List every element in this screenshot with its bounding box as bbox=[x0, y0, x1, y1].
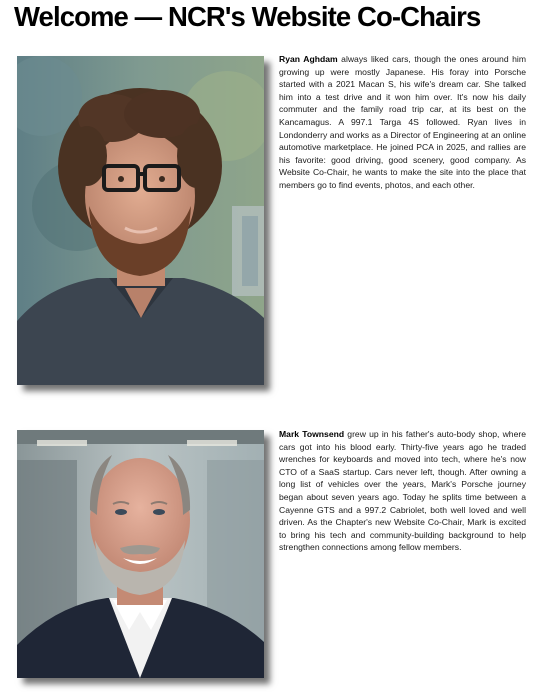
bio-name-mark: Mark Townsend bbox=[279, 429, 345, 439]
bio-body-ryan: always liked cars, though the ones around him growing up were mostly Japanese. His foray into Porsche started with a 2021 Macan S, his wife's dream car. She talked him into a test drive and it won him over. It's now his daily commuter and the family road trip car, at its best on the Kancamagus. A 997.1 Targa 4S followed. Ryan lives in Londonderry and works as a Director of Engineering at an online automotive marketplace. He joined PCA in 2025, and rallies are his favorite: good driving, good scenery, good company. As Website Co-Chair, he wants to make the site into the place that members go to find events, photos, and each other. bbox=[279, 54, 526, 190]
portrait-photo-ryan bbox=[17, 56, 264, 385]
bio-text-mark bbox=[279, 428, 526, 554]
bio-name-ryan: Ryan Aghdam bbox=[279, 54, 338, 64]
bio-text-ryan bbox=[279, 53, 526, 192]
page-title: Welcome — NCR's Website Co-Chairs bbox=[14, 1, 481, 32]
bio-body-mark: grew up in his father's auto-body shop, where cars got into his blood early. Thirty-five years ago he traded wrenches for keyboards and moved into tech, where he's now CTO of a SaaS startup. Cars never left, though. After owning a long list of vehicles over the years, Mark's Porsche journey began about seven years ago. Today he splits time between a Cayenne GTS and a 997.2 Cabriolet, both well loved and well driven. As the Chapter's new Website Co-Chair, Mark is excited to bring his tech and community-building background to help strengthen connections among fellow members. bbox=[279, 429, 526, 553]
portrait-photo-mark bbox=[17, 430, 264, 678]
